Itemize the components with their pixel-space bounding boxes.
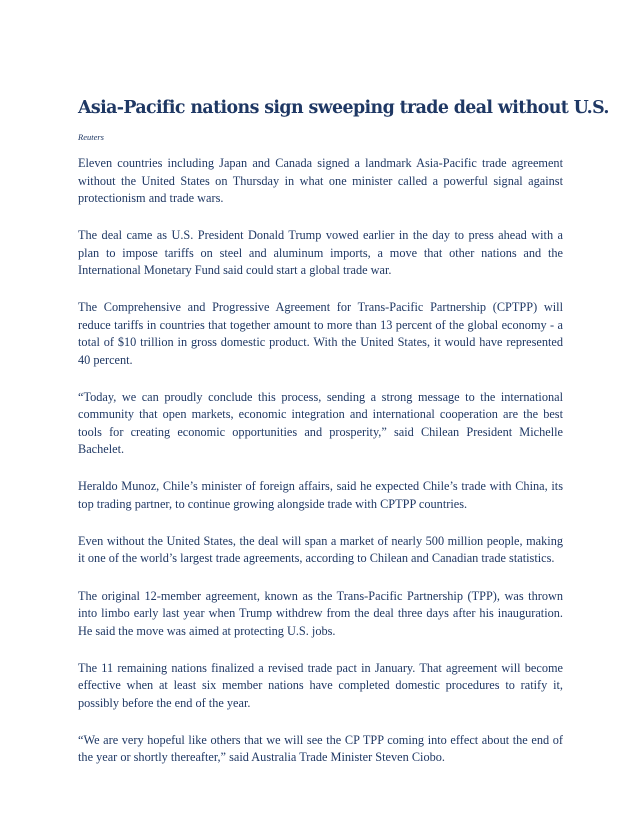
article-title: Asia-Pacific nations sign sweeping trade deal without U.S. bbox=[78, 98, 609, 118]
document-page bbox=[78, 96, 609, 767]
article-body bbox=[78, 155, 563, 767]
paragraph: “Today, we can proudly conclude this process, sending a strong message to the international community that open markets, economic integration and international cooperation are the best tools for creating economic opportunities and prosperity,” said Chilean President Michelle Bachelet. bbox=[78, 389, 563, 457]
paragraph: “We are very hopeful like others that we will see the CP TPP coming into effect about the end of the year or shortly thereafter,” said Australia Trade Minister Steven Ciobo. bbox=[78, 732, 563, 765]
article-source: Reuters bbox=[78, 132, 104, 142]
paragraph: Even without the United States, the deal will span a market of nearly 500 million people, making it one of the world’s largest trade agreements, according to Chilean and Canadian trade statistics. bbox=[78, 533, 563, 566]
paragraph: The original 12-member agreement, known as the Trans-Pacific Partnership (TPP), was thrown into limbo early last year when Trump withdrew from the deal three days after his inauguration. He said the move was aimed at protecting U.S. jobs. bbox=[78, 588, 563, 638]
paragraph: The Comprehensive and Progressive Agreement for Trans-Pacific Partnership (CPTPP) will reduce tariffs in countries that together amount to more than 13 percent of the global economy - a total of $10 trillion in gross domestic product. With the United States, it would have represented 40 percent. bbox=[78, 300, 563, 367]
paragraph: Heraldo Munoz, Chile’s minister of foreign affairs, said he expected Chile’s trade with China, its top trading partner, to continue growing alongside trade with CPTPP countries. bbox=[78, 479, 563, 511]
paragraph: The deal came as U.S. President Donald Trump vowed earlier in the day to press ahead with a plan to impose tariffs on steel and aluminum imports, a move that other nations and the International Monetary Fund said could start a global trade war. bbox=[78, 228, 563, 278]
paragraph: Eleven countries including Japan and Canada signed a landmark Asia-Pacific trade agreement without the United States on Thursday in what one minister called a powerful signal against protectionism and trade wars. bbox=[78, 156, 563, 205]
paragraph: The 11 remaining nations finalized a revised trade pact in January. That agreement will become effective when at least six member nations have completed domestic procedures to ratify it, possibly before the end of the year. bbox=[78, 660, 563, 710]
